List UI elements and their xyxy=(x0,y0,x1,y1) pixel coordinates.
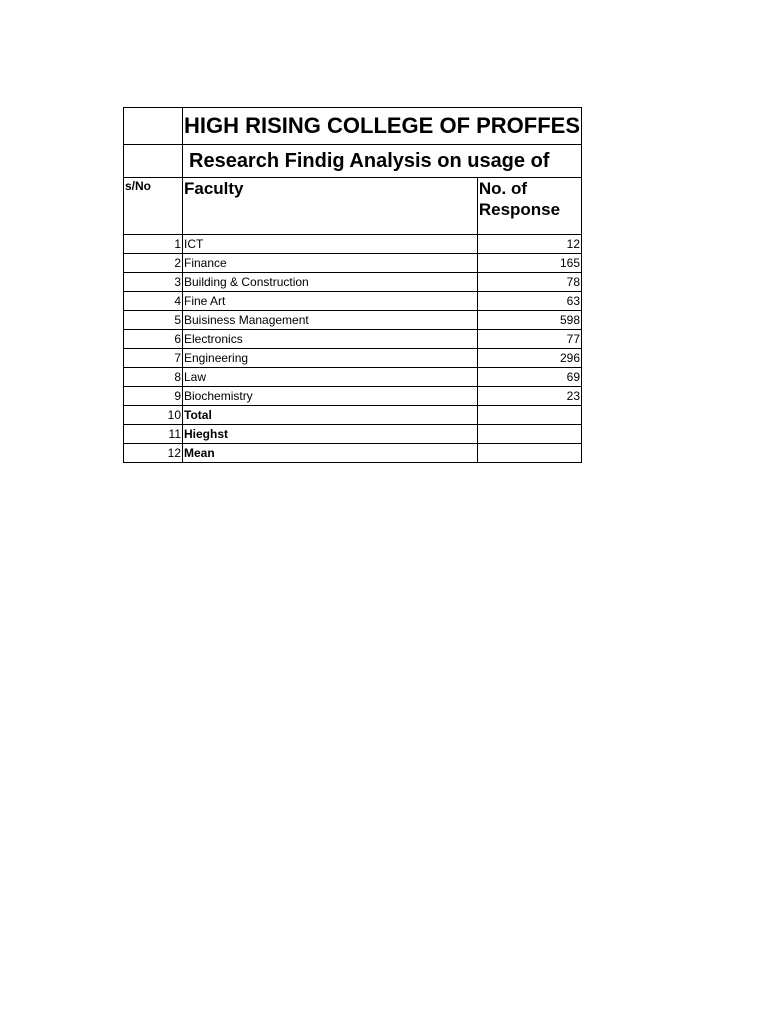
title-row xyxy=(124,108,582,145)
responses-cell[interactable]: 78 xyxy=(477,273,581,292)
faculty-cell[interactable]: Biochemistry xyxy=(183,387,478,406)
header-row xyxy=(124,178,582,235)
summary-value-total[interactable] xyxy=(477,406,581,425)
table-row xyxy=(124,387,582,406)
summary-label-highest[interactable]: Hieghst xyxy=(183,425,478,444)
table-row xyxy=(124,292,582,311)
header-responses: No. of Response xyxy=(478,179,561,219)
summary-row-mean xyxy=(124,444,582,463)
faculty-cell[interactable]: Law xyxy=(183,368,478,387)
table-row xyxy=(124,273,582,292)
sheet-subtitle: Research Findig Analysis on usage of xyxy=(189,150,550,172)
faculty-cell[interactable]: Finance xyxy=(183,254,478,273)
sheet-title: HIGH RISING COLLEGE OF PROFFES xyxy=(184,113,581,138)
faculty-cell[interactable]: Fine Art xyxy=(183,292,478,311)
responses-cell[interactable]: 12 xyxy=(477,235,581,254)
header-faculty-cell[interactable] xyxy=(183,178,478,235)
responses-cell[interactable]: 63 xyxy=(477,292,581,311)
sn-cell[interactable]: 2 xyxy=(124,254,183,273)
summary-label-total[interactable]: Total xyxy=(183,406,478,425)
sn-cell[interactable]: 4 xyxy=(124,292,183,311)
table-row xyxy=(124,349,582,368)
summary-label-mean[interactable]: Mean xyxy=(183,444,478,463)
sn-cell[interactable]: 5 xyxy=(124,311,183,330)
summary-value-highest[interactable] xyxy=(477,425,581,444)
responses-cell[interactable]: 165 xyxy=(477,254,581,273)
table-row xyxy=(124,311,582,330)
summary-row-highest xyxy=(124,425,582,444)
faculty-cell[interactable]: ICT xyxy=(183,235,478,254)
responses-cell[interactable]: 296 xyxy=(477,349,581,368)
sn-cell[interactable]: 7 xyxy=(124,349,183,368)
sn-cell[interactable]: 9 xyxy=(124,387,183,406)
responses-cell[interactable]: 23 xyxy=(477,387,581,406)
sn-cell[interactable]: 1 xyxy=(124,235,183,254)
responses-cell[interactable]: 77 xyxy=(477,330,581,349)
table-row xyxy=(124,330,582,349)
faculty-cell[interactable]: Buisiness Management xyxy=(183,311,478,330)
summary-row-total xyxy=(124,406,582,425)
sn-cell[interactable]: 11 xyxy=(124,425,183,444)
responses-cell[interactable]: 598 xyxy=(477,311,581,330)
subtitle-cell[interactable] xyxy=(183,145,582,178)
table-row xyxy=(124,254,582,273)
header-sn: s/No xyxy=(125,179,152,193)
subtitle-row xyxy=(124,145,582,178)
faculty-cell[interactable]: Building & Construction xyxy=(183,273,478,292)
header-responses-cell[interactable] xyxy=(477,178,581,235)
header-faculty: Faculty xyxy=(184,179,244,198)
table-row xyxy=(124,368,582,387)
responses-cell[interactable]: 69 xyxy=(477,368,581,387)
faculty-cell[interactable]: Electronics xyxy=(183,330,478,349)
header-sn-cell[interactable] xyxy=(124,178,183,235)
summary-value-mean[interactable] xyxy=(477,444,581,463)
spreadsheet-table xyxy=(123,107,582,463)
subtitle-empty-cell[interactable] xyxy=(124,145,183,178)
sn-cell[interactable]: 12 xyxy=(124,444,183,463)
sn-cell[interactable]: 3 xyxy=(124,273,183,292)
sn-cell[interactable]: 6 xyxy=(124,330,183,349)
sn-cell[interactable]: 8 xyxy=(124,368,183,387)
title-empty-cell[interactable] xyxy=(124,108,183,145)
title-cell[interactable] xyxy=(183,108,582,145)
sn-cell[interactable]: 10 xyxy=(124,406,183,425)
faculty-cell[interactable]: Engineering xyxy=(183,349,478,368)
table-row xyxy=(124,235,582,254)
